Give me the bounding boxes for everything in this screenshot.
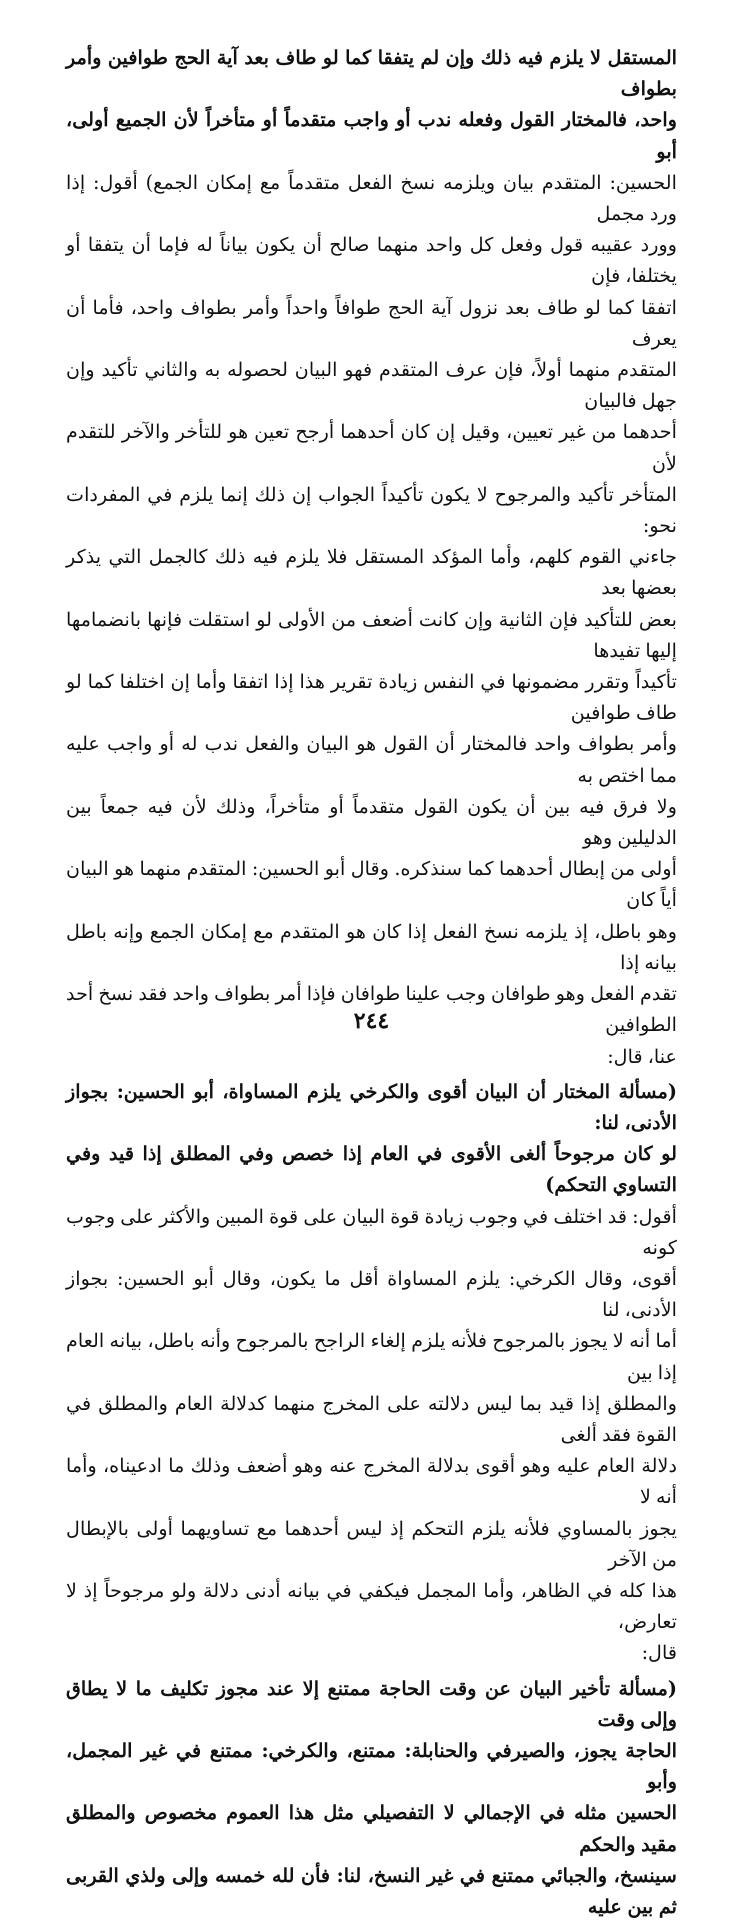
text-line: (مسألة تأخير البيان عن وقت الحاجة ممتنع إلا عند مجوز تكليف ما لا يطاق وإلى وقت	[66, 1676, 677, 1731]
text-line: ولا فرق فيه بين أن يكون القول متقدماً أو متأخراً، وذلك لأن فيه جمعاً بين الدليلين وهو	[66, 794, 677, 850]
text-line: تقدم الفعل وهو طوافان وجب علينا طوافان فإذا أمر بطواف واحد فقد نسخ أحد الطوافين	[66, 982, 677, 1037]
text-line: تأكيداً وتقرر مضمونها في النفس زيادة تقرير هذا إذا اتفقا وأما إن اختلفا كما لو طاف طوافين	[66, 670, 677, 725]
text-line: أحدهما من غير تعيين، وقيل إن كان أحدهما أرجح تعين هو للتأخر والآخر للتقدم لأن	[66, 420, 677, 475]
text-line: المستقل لا يلزم فيه ذلك وإن لم يتفقا كما لو طاف بعد آية الحج طوافين وأمر بطواف	[66, 46, 677, 101]
text-line: واحد، فالمختار القول وفعله ندب أو واجب متقدماً أو متأخراً لأن الجميع أولى، أبو	[66, 108, 677, 163]
text-line: عنا، قال:	[607, 1044, 677, 1068]
text-line: لو كان مرجوحاً ألغى الأقوى في العام إذا خصص وفي المطلق إذا قيد وفي التساوي التحكم)	[66, 1142, 677, 1197]
text-line: والمطلق إذا قيد بما ليس دلالته على المخرج منهما كدلالة العام والمطلق في القوة فقد ألغى	[66, 1391, 677, 1446]
text-line: وهو باطل، إذ يلزمه نسخ الفعل إذا كان هو المتقدم مع إمكان الجمع وإنه باطل بيانه إذا	[66, 919, 677, 974]
text-line: المتقدم منهما أولاً، فإن عرف المتقدم فهو البيان لحصوله به والثاني تأكيد وإن جهل فالبيان	[66, 358, 677, 413]
paragraph-commentary-1	[66, 42, 677, 1072]
text-line: يجوز بالمساوي فلأنه يلزم التحكم إذ ليس أحدهما مع تساويهما أولى بالإبطال من الآخر	[66, 1516, 677, 1571]
text-line: الحسين مثله في الإجمالي لا التفصيلي مثل هذا العموم مخصوص والمطلق مقيد والحكم	[66, 1801, 677, 1856]
text-line: أقول: قد اختلف في وجوب زيادة قوة البيان على قوة المبين والأكثر على وجوب كونه	[66, 1204, 677, 1259]
text-line: وورد عقيبه قول وفعل كل واحد منهما صالح أن يكون بياناً له فإما أن يتفقا أو يختلفا، فإن	[66, 233, 677, 288]
text-line: بعض للتأكيد فإن الثانية وإن كانت أضعف من الأولى لو استقلت فإنها بانضمامها إليها تفيدها	[66, 607, 677, 662]
text-line: وأمر بطواف واحد فالمختار أن القول هو البيان والفعل ندب له أو واجب عليه مما اختص به	[66, 732, 677, 787]
text-line: سينسخ، والجبائي ممتنع في غير النسخ، لنا: فأن لله خمسه وإلى ولذي القربى ثم بين عليه	[66, 1863, 677, 1918]
text-line: قال:	[641, 1641, 677, 1665]
paragraph-commentary-3	[66, 1201, 677, 1669]
paragraph-matn-2	[66, 1076, 677, 1201]
paragraph-matn-4	[66, 1673, 677, 1922]
text-line: المتأخر تأكيد والمرجوح لا يكون تأكيداً الجواب إن ذلك إنما يلزم في المفردات نحو:	[66, 482, 677, 538]
text-line: الحاجة يجوز، والصيرفي والحنابلة: ممتنع، والكرخي: ممتنع في غير المجمل، وأبو	[66, 1738, 677, 1794]
text-line: دلالة العام عليه وهو أقوى بدلالة المخرج عنه وهو أضعف وذلك ما ادعيناه، وأما أنه لا	[66, 1454, 677, 1509]
text-line: هذا كله في الظاهر، وأما المجمل فيكفي في بيانه أدنى دلالة ولو مرجوحاً إذ لا تعارض،	[66, 1578, 677, 1634]
text-line: أما أنه لا يجوز بالمرجوح فلأنه يلزم إلغاء الراجح بالمرجوح وأنه باطل، بيانه العام إذا بين	[66, 1329, 677, 1384]
text-line: أقوى، وقال الكرخي: يلزم المساواة أقل ما يكون، وقال أبو الحسين: بجواز الأدنى، لنا	[66, 1266, 677, 1322]
text-line: الحسين: المتقدم بيان ويلزمه نسخ الفعل متقدماً مع إمكان الجمع) أقول: إذا ورد مجمل	[66, 170, 677, 226]
text-line: (مسألة المختار أن البيان أقوى والكرخي يلزم المساواة، أبو الحسين: بجواز الأدنى، لنا:	[66, 1079, 677, 1134]
text-line: أولى من إبطال أحدهما كما سنذكره. وقال أبو الحسين: المتقدم منهما هو البيان أياً كان	[66, 857, 677, 912]
page-number: ٢٤٤	[353, 1008, 390, 1034]
text-line: اتفقا كما لو طاف بعد نزول آية الحج طوافاً واحداً وأمر بطواف واحد، فأما أن يعرف	[66, 295, 677, 350]
text-line: جاءني القوم كلهم، وأما المؤكد المستقل فلا يلزم فيه ذلك كالجمل التي يذكر بعضها بعد	[66, 545, 677, 600]
